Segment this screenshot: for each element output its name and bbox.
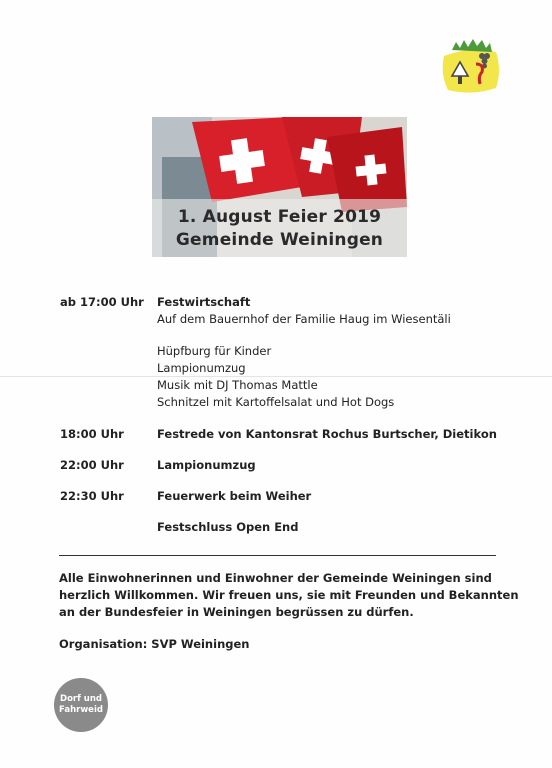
invitation-text [59,570,519,621]
banner-image [152,117,407,257]
weiningen-logo-icon [438,34,504,96]
program-detail: Musik mit DJ Thomas Mattle [157,378,318,392]
program-time: 18:00 Uhr [60,427,124,441]
program-detail: Schnitzel mit Kartoffelsalat und Hot Dogs [157,395,395,409]
program-time: 22:00 Uhr [60,458,124,472]
program-title: Festwirtschaft [157,295,251,309]
divider-line [59,555,496,556]
banner-title-line1: 1. August Feier 2019 [177,207,382,227]
program-title: Festrede von Kantonsrat Rochus Burtscher, Dietikon [157,427,497,441]
badge-line1: Dorf und [60,694,102,704]
dorf-fahrweid-badge [54,678,108,732]
organisation-text: Organisation: SVP Weiningen [59,637,250,651]
program-time: 22:30 Uhr [60,489,124,503]
program-title: Festschluss Open End [157,520,299,534]
banner-title-line2: Gemeinde Weiningen [175,230,384,250]
program-detail: Hüpfburg für Kinder [157,344,272,358]
invitation-line: Alle Einwohnerinnen und Einwohner der Gemeinde Weiningen sind [59,571,492,585]
program-detail: Lampionumzug [157,361,246,375]
program-title: Lampionumzug [157,458,256,472]
invitation-line: an der Bundesfeier in Weiningen begrüssen zu dürfen. [59,605,414,619]
program-title: Feuerwerk beim Weiher [157,489,312,503]
program-time: ab 17:00 Uhr [60,295,144,309]
badge-line2: Fahrweid [59,705,103,715]
invitation-line: herzlich Willkommen. Wir freuen uns, sie mit Freunden und Bekannten [59,588,519,602]
program-detail: Auf dem Bauernhof der Familie Haug im Wiesentäli [157,312,451,326]
